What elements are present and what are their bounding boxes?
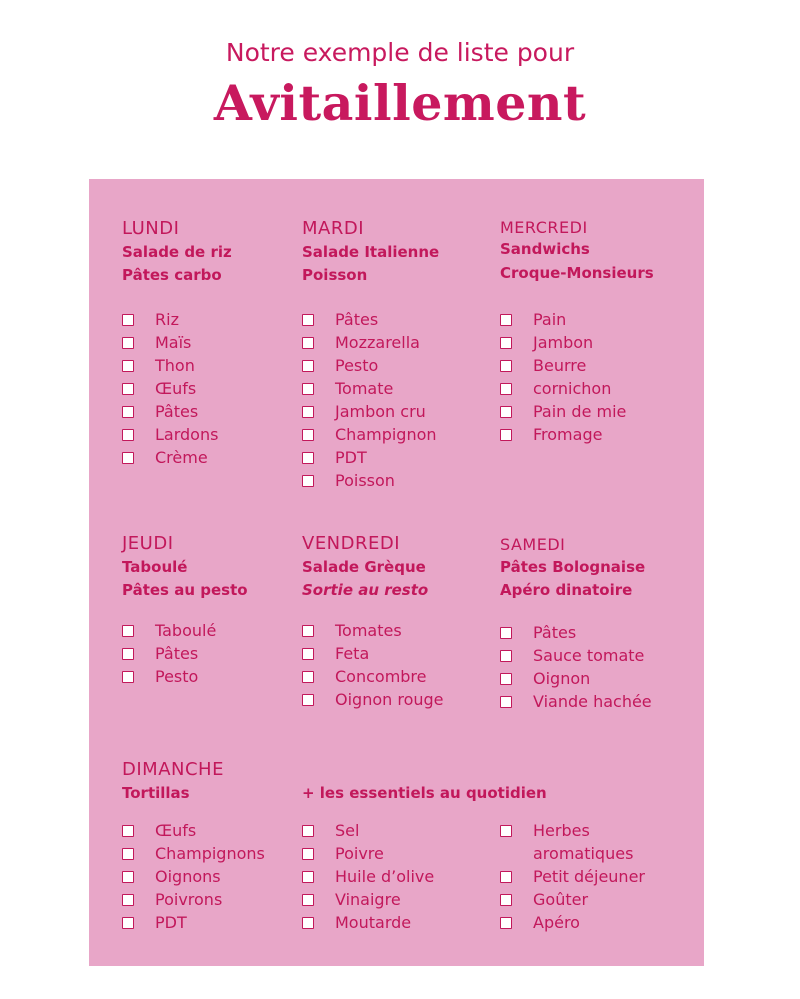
ingredient-list <box>500 621 652 713</box>
item-label: Fromage <box>533 425 603 444</box>
checkbox[interactable] <box>500 871 512 883</box>
item-label: Taboulé <box>155 621 217 640</box>
checkbox[interactable] <box>500 650 512 662</box>
list-item <box>302 446 437 469</box>
meal-label: Sortie au resto <box>302 581 429 599</box>
checkbox[interactable] <box>122 429 134 441</box>
checkbox[interactable] <box>122 383 134 395</box>
meal-label: Sandwichs <box>500 240 590 258</box>
list-item <box>302 469 437 492</box>
list-item <box>302 865 434 888</box>
list-item <box>122 665 216 688</box>
checkbox[interactable] <box>500 894 512 906</box>
day-heading: SAMEDI <box>500 535 566 554</box>
list-item <box>122 331 218 354</box>
item-label: Beurre <box>533 356 587 375</box>
list-item <box>500 644 652 667</box>
meal-label: Apéro dinatoire <box>500 581 633 599</box>
checkbox[interactable] <box>122 648 134 660</box>
list-item <box>500 308 626 331</box>
item-label: Concombre <box>335 667 427 686</box>
checkbox[interactable] <box>500 360 512 372</box>
list-item <box>302 331 437 354</box>
item-label: aromatiques <box>533 844 634 863</box>
item-label: Sel <box>335 821 360 840</box>
item-label: PDT <box>335 448 367 467</box>
item-label: Poisson <box>335 471 395 490</box>
list-item <box>500 911 645 934</box>
item-label: Jambon cru <box>335 402 426 421</box>
item-label: Sauce tomate <box>533 646 645 665</box>
item-label: Feta <box>335 644 370 663</box>
item-label: Moutarde <box>335 913 412 932</box>
list-item <box>302 819 434 842</box>
list-item <box>122 842 265 865</box>
list-item <box>122 619 216 642</box>
ingredient-list <box>500 819 645 934</box>
list-item <box>500 423 626 446</box>
item-label: Tomates <box>335 621 402 640</box>
list-item-continuation <box>500 842 645 865</box>
item-label: Thon <box>155 356 195 375</box>
item-label: Pâtes <box>335 310 379 329</box>
checkbox[interactable] <box>122 825 134 837</box>
checkbox[interactable] <box>122 314 134 326</box>
list-item <box>500 621 652 644</box>
checkbox[interactable] <box>302 871 314 883</box>
checkbox[interactable] <box>302 314 314 326</box>
ingredient-list <box>122 819 265 934</box>
checkbox[interactable] <box>500 696 512 708</box>
item-label: Vinaigre <box>335 890 401 909</box>
list-item <box>500 377 626 400</box>
list-item <box>500 331 626 354</box>
item-label: Pâtes <box>155 402 199 421</box>
item-label: Pesto <box>155 667 199 686</box>
list-item <box>302 377 437 400</box>
list-item <box>302 308 437 331</box>
item-label: Oignon <box>533 669 591 688</box>
item-label: Jambon <box>533 333 594 352</box>
item-label: Crème <box>155 448 208 467</box>
checkbox[interactable] <box>122 337 134 349</box>
checkbox[interactable] <box>122 848 134 860</box>
item-label: cornichon <box>533 379 612 398</box>
item-label: Poivre <box>335 844 384 863</box>
item-label: Champignons <box>155 844 265 863</box>
meal-label: Pâtes au pesto <box>122 581 248 599</box>
checkbox[interactable] <box>500 673 512 685</box>
checkbox[interactable] <box>122 406 134 418</box>
item-label: Pâtes <box>533 623 577 642</box>
item-label: Petit déjeuner <box>533 867 645 886</box>
item-label: Apéro <box>533 913 580 932</box>
checkbox[interactable] <box>122 671 134 683</box>
checkbox[interactable] <box>302 625 314 637</box>
list-item <box>122 642 216 665</box>
list-item <box>500 819 645 842</box>
item-label: Pesto <box>335 356 379 375</box>
meal-label: Tortillas <box>122 784 190 802</box>
list-item <box>500 400 626 423</box>
ingredient-list <box>122 308 218 469</box>
day-heading: LUNDI <box>122 218 180 239</box>
list-item <box>302 665 444 688</box>
item-label: Œufs <box>155 379 197 398</box>
item-label: PDT <box>155 913 187 932</box>
checkbox[interactable] <box>122 360 134 372</box>
checkbox[interactable] <box>302 671 314 683</box>
item-label: Oignon rouge <box>335 690 444 709</box>
list-item <box>500 888 645 911</box>
checkbox[interactable] <box>302 429 314 441</box>
list-item <box>500 354 626 377</box>
list-item <box>302 642 444 665</box>
list-item <box>302 354 437 377</box>
list-item <box>302 423 437 446</box>
checkbox[interactable] <box>122 894 134 906</box>
checkbox[interactable] <box>302 825 314 837</box>
list-item <box>500 667 652 690</box>
item-label: Lardons <box>155 425 219 444</box>
checkbox[interactable] <box>302 452 314 464</box>
list-item <box>500 690 652 713</box>
item-label: Pain <box>533 310 567 329</box>
item-label: Pain de mie <box>533 402 627 421</box>
ingredient-list <box>302 308 437 492</box>
checkbox[interactable] <box>302 406 314 418</box>
checkbox[interactable] <box>302 648 314 660</box>
item-label: Champignon <box>335 425 437 444</box>
item-label: Maïs <box>155 333 192 352</box>
list-item <box>302 400 437 423</box>
item-label: Œufs <box>155 821 197 840</box>
list-item <box>122 865 265 888</box>
meal-label: Pâtes carbo <box>122 266 222 284</box>
meal-label: Salade de riz <box>122 243 232 261</box>
ingredient-list <box>122 619 216 688</box>
meal-label: Pâtes Bolognaise <box>500 558 646 576</box>
checkbox[interactable] <box>500 406 512 418</box>
checkbox[interactable] <box>122 452 134 464</box>
list-item <box>122 446 218 469</box>
item-label: Viande hachée <box>533 692 652 711</box>
list-item <box>122 423 218 446</box>
list-item <box>122 911 265 934</box>
ingredient-list <box>302 619 444 711</box>
page-title: Avitaillement <box>213 74 587 132</box>
checkbox[interactable] <box>500 917 512 929</box>
list-item <box>302 888 434 911</box>
ingredient-list <box>302 819 434 934</box>
meal-label: Croque-Monsieurs <box>500 264 654 282</box>
checkbox[interactable] <box>302 337 314 349</box>
checkbox[interactable] <box>122 917 134 929</box>
checkbox[interactable] <box>500 825 512 837</box>
checkbox[interactable] <box>302 848 314 860</box>
item-label: Mozzarella <box>335 333 420 352</box>
list-item <box>122 819 265 842</box>
checkbox[interactable] <box>302 475 314 487</box>
item-label: Pâtes <box>155 644 199 663</box>
list-item <box>122 888 265 911</box>
checkbox[interactable] <box>302 383 314 395</box>
item-label: Goûter <box>533 890 589 909</box>
day-heading: JEUDI <box>122 533 174 554</box>
header-subtitle: Notre exemple de liste pour <box>225 38 575 67</box>
item-label: Poivrons <box>155 890 223 909</box>
item-label: Riz <box>155 310 179 329</box>
shopping-list-panel <box>89 179 704 966</box>
day-heading: MERCREDI <box>500 218 588 237</box>
list-item <box>302 911 434 934</box>
list-item <box>122 354 218 377</box>
list-item <box>122 308 218 331</box>
checkbox[interactable] <box>122 625 134 637</box>
item-label: Oignons <box>155 867 221 886</box>
checkbox[interactable] <box>500 337 512 349</box>
checkbox[interactable] <box>122 871 134 883</box>
list-item <box>500 865 645 888</box>
list-item <box>122 400 218 423</box>
item-label: Herbes <box>533 821 590 840</box>
checkbox[interactable] <box>500 383 512 395</box>
checkbox[interactable] <box>500 627 512 639</box>
day-heading: MARDI <box>302 218 365 239</box>
checkbox[interactable] <box>302 360 314 372</box>
checkbox[interactable] <box>302 694 314 706</box>
checkbox[interactable] <box>500 314 512 326</box>
item-label: Tomate <box>335 379 394 398</box>
checkbox[interactable] <box>302 894 314 906</box>
list-item <box>302 688 444 711</box>
meal-label: Poisson <box>302 266 368 284</box>
list-item <box>302 842 434 865</box>
meal-label: Salade Italienne <box>302 243 440 261</box>
list-item <box>302 619 444 642</box>
essentials-heading: + les essentiels au quotidien <box>302 784 547 802</box>
meal-label: Taboulé <box>122 558 188 576</box>
meal-label: Salade Grèque <box>302 558 426 576</box>
day-heading: VENDREDI <box>302 533 401 554</box>
list-item <box>122 377 218 400</box>
ingredient-list <box>500 308 626 446</box>
checkbox[interactable] <box>500 429 512 441</box>
day-heading: DIMANCHE <box>122 759 224 780</box>
checkbox[interactable] <box>302 917 314 929</box>
item-label: Huile d’olive <box>335 867 435 886</box>
